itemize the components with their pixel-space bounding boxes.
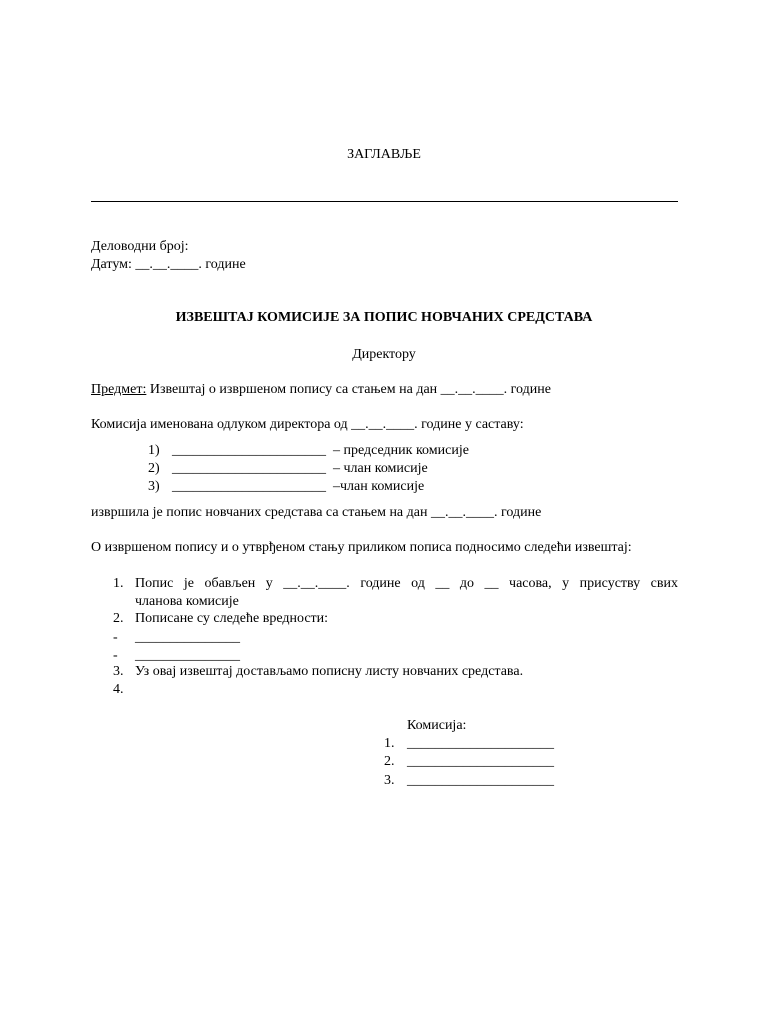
item-number: 3. [113,664,124,679]
signature-line: _____________________ [407,754,554,769]
item-number: 4. [113,682,124,697]
member-number: 2) [148,461,160,476]
signature-line: _____________________ [407,736,554,751]
signature-number: 3. [384,773,395,788]
item-text-continued: чланова комисије [135,594,239,609]
header-title: ЗАГЛАВЉЕ [347,147,421,162]
item-text: Уз овај извештај достављамо пописну листу новчаних средстава. [135,664,524,679]
value-blank-line: _______________ [135,648,240,663]
member-number: 1) [148,443,160,458]
performed-statement: извршила је попис новчаних средстава са стањем на дан __.__.____. године [91,505,542,520]
subject-text: Извештај о извршеном попису са стањем на дан __.__.____. године [149,382,551,397]
report-title: ИЗВЕШТАЈ КОМИСИЈЕ ЗА ПОПИС НОВЧАНИХ СРЕДСТАВА [175,310,593,325]
dash-bullet: - [113,648,118,663]
item-number: 2. [113,611,124,626]
subject-line [91,381,551,399]
addressee: Директору [352,347,416,362]
dash-bullet: - [113,630,118,645]
value-blank-line: _______________ [135,630,240,645]
report-intro: О извршеном попису и о утврђеном стању приликом пописа подносимо следећи извештај: [91,540,632,555]
commission-intro: Комисија именована одлуком директора од __.__.____. године у саставу: [91,417,524,432]
signature-number: 1. [384,736,395,751]
member-name-line: ______________________ [172,479,326,494]
item-number: 1. [113,576,124,591]
reference-number: Деловодни број: [91,239,189,254]
member-role: – члан комисије [333,461,428,476]
subject-label: Предмет: [91,382,147,397]
item-text: Попис је обављен у __.__.____. године од __ до __ часова, у присуству свих [135,576,678,591]
signature-number: 2. [384,754,395,769]
item-text: Пописане су следеће вредности: [135,611,329,626]
member-role: –члан комисије [333,479,425,494]
member-name-line: ______________________ [172,443,326,458]
document-date: Датум: __.__.____. године [91,257,246,272]
signature-line: _____________________ [407,773,554,788]
signatures-label: Комисија: [407,718,467,733]
header-divider [91,201,678,202]
member-name-line: ______________________ [172,461,326,476]
member-number: 3) [148,479,160,494]
member-role: – председник комисије [333,443,469,458]
